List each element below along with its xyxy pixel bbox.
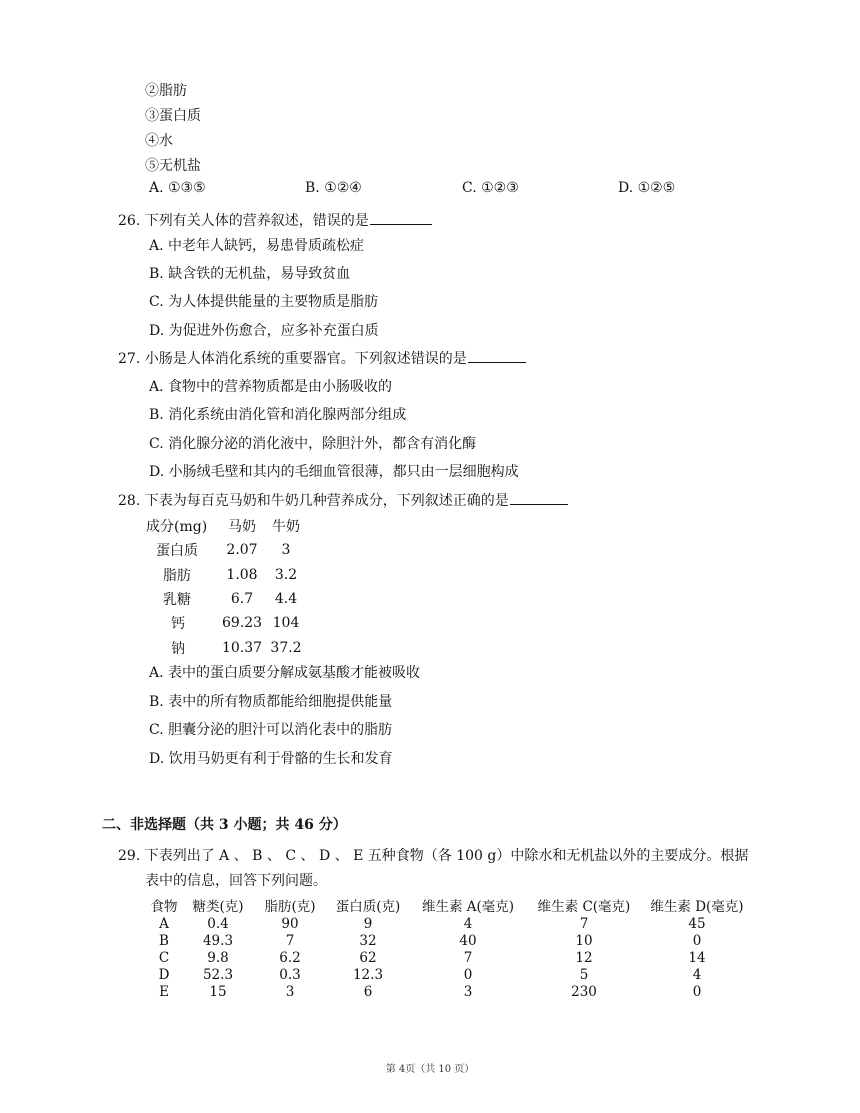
table-cell: 230 bbox=[571, 983, 597, 1000]
table-row bbox=[144, 949, 754, 966]
table-header-row bbox=[144, 895, 754, 915]
table-header-row bbox=[146, 514, 308, 538]
table-cell: 3 bbox=[463, 983, 473, 1000]
table-cell: 0.3 bbox=[279, 966, 301, 983]
q25-item-3: ③蛋白质 bbox=[145, 108, 201, 124]
page-footer: 第 4页（共 10 页） bbox=[385, 1064, 475, 1075]
table-cell: 7 bbox=[285, 932, 295, 949]
q25-option-a: A. ①③⑤ bbox=[149, 180, 206, 196]
q26-option-a: A. 中老年人缺钙，易患骨质疏松症 bbox=[149, 238, 365, 254]
answer-blank bbox=[510, 490, 568, 505]
table-cell: B bbox=[159, 932, 169, 949]
table-cell: 1.08 bbox=[226, 566, 258, 583]
q28-option-d: D. 饮用马奶更有利于骨骼的生长和发育 bbox=[149, 751, 393, 767]
table-cell: 6 bbox=[363, 983, 373, 1000]
table-cell: 37.2 bbox=[270, 639, 302, 656]
table-cell: 12 bbox=[575, 949, 593, 966]
table-cell: 10.37 bbox=[221, 639, 263, 656]
q28-table bbox=[146, 514, 308, 660]
q27-option-d: D. 小肠绒毛壁和其内的毛细血管很薄，都只由一层细胞构成 bbox=[149, 464, 519, 480]
table-cell: 蛋白质 bbox=[156, 543, 198, 560]
table-cell: 0.4 bbox=[207, 915, 229, 932]
table-cell: 9 bbox=[363, 915, 373, 932]
q25-option-d: D. ①②⑤ bbox=[618, 180, 676, 196]
table-header-cell: 维生素 D(毫克) bbox=[650, 899, 744, 915]
table-cell: A bbox=[159, 915, 169, 932]
q25-item-2: ②脂肪 bbox=[145, 83, 187, 99]
q26-option-b: B. 缺含铁的无机盐，易导致贫血 bbox=[149, 266, 351, 282]
table-cell: 40 bbox=[459, 932, 477, 949]
table-cell: 钠 bbox=[171, 640, 185, 657]
table-header-cell: 马奶 bbox=[228, 519, 256, 536]
table-row bbox=[146, 563, 308, 587]
table-cell: 5 bbox=[579, 966, 589, 983]
q29-table bbox=[144, 895, 754, 1000]
table-cell: 7 bbox=[579, 915, 589, 932]
table-cell: 9.8 bbox=[207, 949, 229, 966]
table-cell: 69.23 bbox=[221, 615, 263, 632]
q29-stem-line2: 表中的信息，回答下列问题。 bbox=[145, 873, 327, 889]
table-cell: 45 bbox=[688, 915, 706, 932]
table-cell: 49.3 bbox=[202, 932, 234, 949]
table-header-cell: 维生素 C(毫克) bbox=[537, 899, 631, 915]
table-header-cell: 脂肪(克) bbox=[264, 899, 316, 915]
table-cell: 7 bbox=[463, 949, 473, 966]
table-cell: 6.2 bbox=[279, 949, 301, 966]
table-row bbox=[144, 966, 754, 983]
table-row bbox=[146, 635, 308, 659]
q25-option-b: B. ①②④ bbox=[305, 180, 362, 196]
answer-blank bbox=[370, 210, 432, 225]
table-header-cell: 蛋白质(克) bbox=[335, 899, 401, 915]
table-cell: 0 bbox=[463, 966, 473, 983]
q26-option-d: D. 为促进外伤愈合，应多补充蛋白质 bbox=[149, 323, 379, 339]
table-cell: 52.3 bbox=[202, 966, 234, 983]
table-cell: 4 bbox=[692, 966, 702, 983]
q29-stem-line1: 29. 下表列出了 A 、 B 、 C 、 D 、 E 五种食物（各 100 g）中除水和无机盐以外的主要成分。根据 bbox=[118, 848, 749, 864]
table-cell: 4 bbox=[463, 915, 473, 932]
table-cell: E bbox=[159, 983, 169, 1000]
section-title: 二、非选择题（共 3 小题；共 46 分） bbox=[102, 817, 347, 833]
table-row bbox=[146, 538, 308, 562]
table-cell: 32 bbox=[359, 932, 377, 949]
q27-option-a: A. 食物中的营养物质都是由小肠吸收的 bbox=[149, 379, 393, 395]
table-cell: 3.2 bbox=[274, 566, 298, 583]
table-header-cell: 成分(mg) bbox=[146, 519, 208, 536]
table-cell: 钙 bbox=[171, 616, 185, 633]
table-cell: 90 bbox=[281, 915, 299, 932]
table-row bbox=[144, 983, 754, 1000]
table-cell: 4.4 bbox=[274, 591, 298, 608]
table-cell: 62 bbox=[359, 949, 377, 966]
table-cell: D bbox=[158, 966, 170, 983]
table-cell: 104 bbox=[272, 615, 300, 632]
table-row bbox=[146, 587, 308, 611]
table-cell: 3 bbox=[281, 542, 291, 559]
table-cell: 14 bbox=[688, 949, 706, 966]
table-row bbox=[144, 915, 754, 932]
table-cell: 脂肪 bbox=[163, 567, 191, 584]
table-header-cell: 食物 bbox=[150, 899, 178, 915]
table-cell: 3 bbox=[285, 983, 295, 1000]
table-cell: 乳糖 bbox=[163, 592, 191, 609]
q26-stem: 26. 下列有关人体的营养叙述，错误的是 bbox=[118, 210, 432, 230]
table-cell: 10 bbox=[575, 932, 593, 949]
table-row bbox=[144, 932, 754, 949]
table-row bbox=[146, 611, 308, 635]
table-header-cell: 维生素 A(毫克) bbox=[421, 899, 515, 915]
table-cell: 6.7 bbox=[230, 591, 254, 608]
q28-option-c: C. 胆囊分泌的胆汁可以消化表中的脂肪 bbox=[149, 722, 393, 738]
table-cell: 15 bbox=[209, 983, 227, 1000]
q27-option-b: B. 消化系统由消化管和消化腺两部分组成 bbox=[149, 407, 407, 423]
q27-stem: 27. 小肠是人体消化系统的重要器官。下列叙述错误的是 bbox=[118, 348, 526, 368]
table-header-cell: 牛奶 bbox=[272, 519, 300, 536]
q25-option-c: C. ①②③ bbox=[462, 180, 519, 196]
table-header-cell: 糖类(克) bbox=[192, 899, 244, 915]
q28-option-a: A. 表中的蛋白质要分解成氨基酸才能被吸收 bbox=[149, 665, 421, 681]
table-cell: 0 bbox=[692, 932, 702, 949]
table-cell: 0 bbox=[692, 983, 702, 1000]
table-cell: C bbox=[158, 949, 170, 966]
q27-option-c: C. 消化腺分泌的消化液中，除胆汁外，都含有消化酶 bbox=[149, 436, 477, 452]
q28-option-b: B. 表中的所有物质都能给细胞提供能量 bbox=[149, 694, 393, 710]
q26-option-c: C. 为人体提供能量的主要物质是脂肪 bbox=[149, 294, 379, 310]
q25-item-4: ④水 bbox=[145, 133, 173, 149]
table-cell: 2.07 bbox=[226, 542, 258, 559]
table-cell: 12.3 bbox=[352, 966, 384, 983]
q28-stem: 28. 下表为每百克马奶和牛奶几种营养成分，下列叙述正确的是 bbox=[118, 490, 568, 510]
answer-blank bbox=[468, 348, 526, 363]
q25-item-5: ⑤无机盐 bbox=[145, 158, 201, 174]
